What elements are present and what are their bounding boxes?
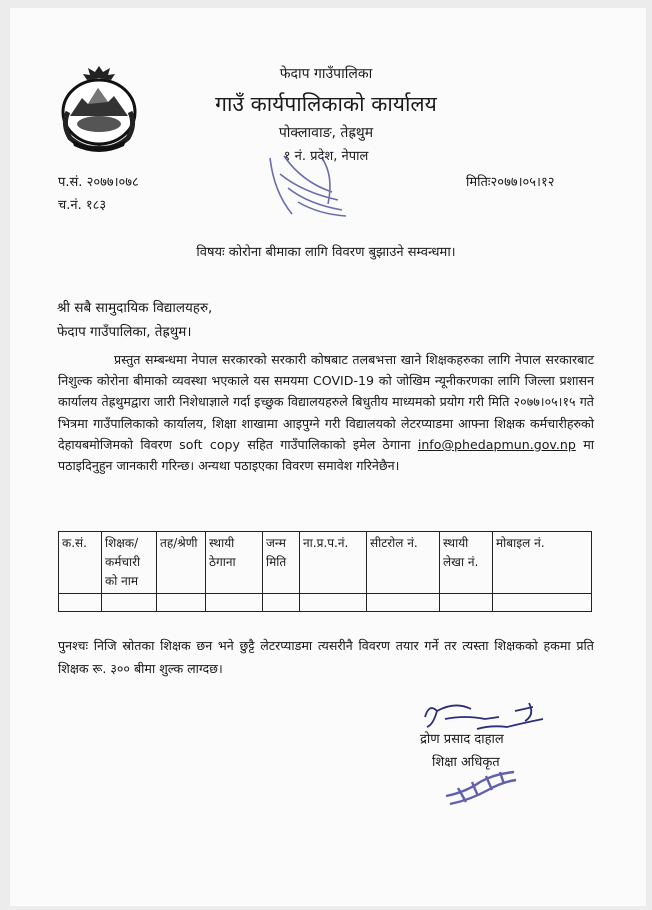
table-cell bbox=[206, 594, 263, 612]
body-text: प्रस्तुत सम्बन्धमा नेपाल सरकारको सरकारी कोषबाट तलबभत्ता खाने शिक्षकहरुका लागि नेपाल सरकारबाट निशुल्क कोरोना बीमाको व्यवस्था भएकाले यस समयमा COVID-19 को जोखिम न्यूनीकरणका लागि जिल्ला प्रशासन कार्यालय तेह्रथुमद्वारा जारी निशेधाज्ञाले गर्दा इच्छुक विद्यालयहरुले बिधुतीय माध्यमको प्रयोग गरी मिति २०७७।०५।१५ गते भित्रमा गाउँपालिकाको कार्यालय, शिक्षा शाखामा आइपुग्ने गरी विद्यालयको लेटरप्याडमा आफ्ना शिक्षक कर्मचारीहरुको देहायबमोजिमको विवरण soft copy सहित गाउँपालिकाको इमेल ठेगाना bbox=[58, 352, 594, 452]
table-cell bbox=[102, 594, 157, 612]
signatory-name: द्रोण प्रसाद दाहाल bbox=[420, 732, 504, 747]
table-header-cell: मोबाइल नं. bbox=[493, 532, 592, 594]
office-name: गाउँ कार्यपालिकाको कार्यालय bbox=[215, 92, 437, 116]
recipient-line-1: श्री सबै सामुदायिक विद्यालयहरु, bbox=[57, 300, 213, 316]
table-cell bbox=[59, 594, 102, 612]
office-seal-icon bbox=[262, 152, 352, 222]
letter-body bbox=[58, 349, 594, 476]
table-cell bbox=[300, 594, 367, 612]
table-header-cell: सीटरोल नं. bbox=[367, 532, 440, 594]
province-line: १ नं. प्रदेश, नेपाल bbox=[283, 149, 369, 164]
email-link[interactable]: info@phedapmun.gov.np bbox=[417, 436, 576, 452]
reference-number: प.सं. २०७७।०७८ bbox=[58, 175, 139, 190]
office-location: पोक्लावाङ, तेह्रथुम bbox=[278, 125, 374, 141]
dispatch-number: च.नं. १८३ bbox=[58, 198, 107, 213]
municipality-name: फेदाप गाउँपालिका bbox=[279, 66, 373, 82]
official-stamp-icon bbox=[440, 752, 520, 808]
postscript: पुनश्चः निजि स्रोतका शिक्षक छन भने छुट्टै लेटरप्याडमा त्यसरीनै विवरण तयार गर्ने तर त्यस्ता शिक्षकको हकमा प्रति शिक्षक रू. ३०० बीमा शुल्क लाग्दछ। bbox=[58, 638, 594, 676]
letter-date: मितिः२०७७।०५।१२ bbox=[466, 175, 555, 190]
table-header-cell: जन्म मिति bbox=[263, 532, 300, 594]
table-header-cell: ना.प्र.प.नं. bbox=[300, 532, 367, 594]
body-text-end: मा पठाइदिनुहुन जानकारी गरिन्छ। अन्यथा पठाइएका विवरण समावेश गरिनेछैन। bbox=[58, 436, 594, 474]
table-cell bbox=[493, 594, 592, 612]
table-cell bbox=[440, 594, 493, 612]
table-header-cell: स्थायी लेखा नं. bbox=[440, 532, 493, 594]
table-header-cell: तह/श्रेणी bbox=[157, 532, 206, 594]
signatory-title: शिक्षा अधिकृत bbox=[432, 755, 500, 770]
table-header-cell: स्थायी ठेगाना bbox=[206, 532, 263, 594]
table-cell bbox=[367, 594, 440, 612]
table-row bbox=[59, 594, 592, 612]
table-header-row bbox=[59, 532, 592, 594]
letter-subject: विषयः कोरोना बीमाका लागि विवरण बुझाउने सम्वन्धमा। bbox=[196, 245, 456, 260]
table-header-cell: क.सं. bbox=[59, 532, 102, 594]
table-cell bbox=[263, 594, 300, 612]
recipient-line-2: फेदाप गाउँपालिका, तेह्रथुम। bbox=[57, 324, 192, 340]
table-header-cell: शिक्षक/ कर्मचारी को नाम bbox=[102, 532, 157, 594]
table-cell bbox=[157, 594, 206, 612]
details-table bbox=[58, 531, 592, 612]
